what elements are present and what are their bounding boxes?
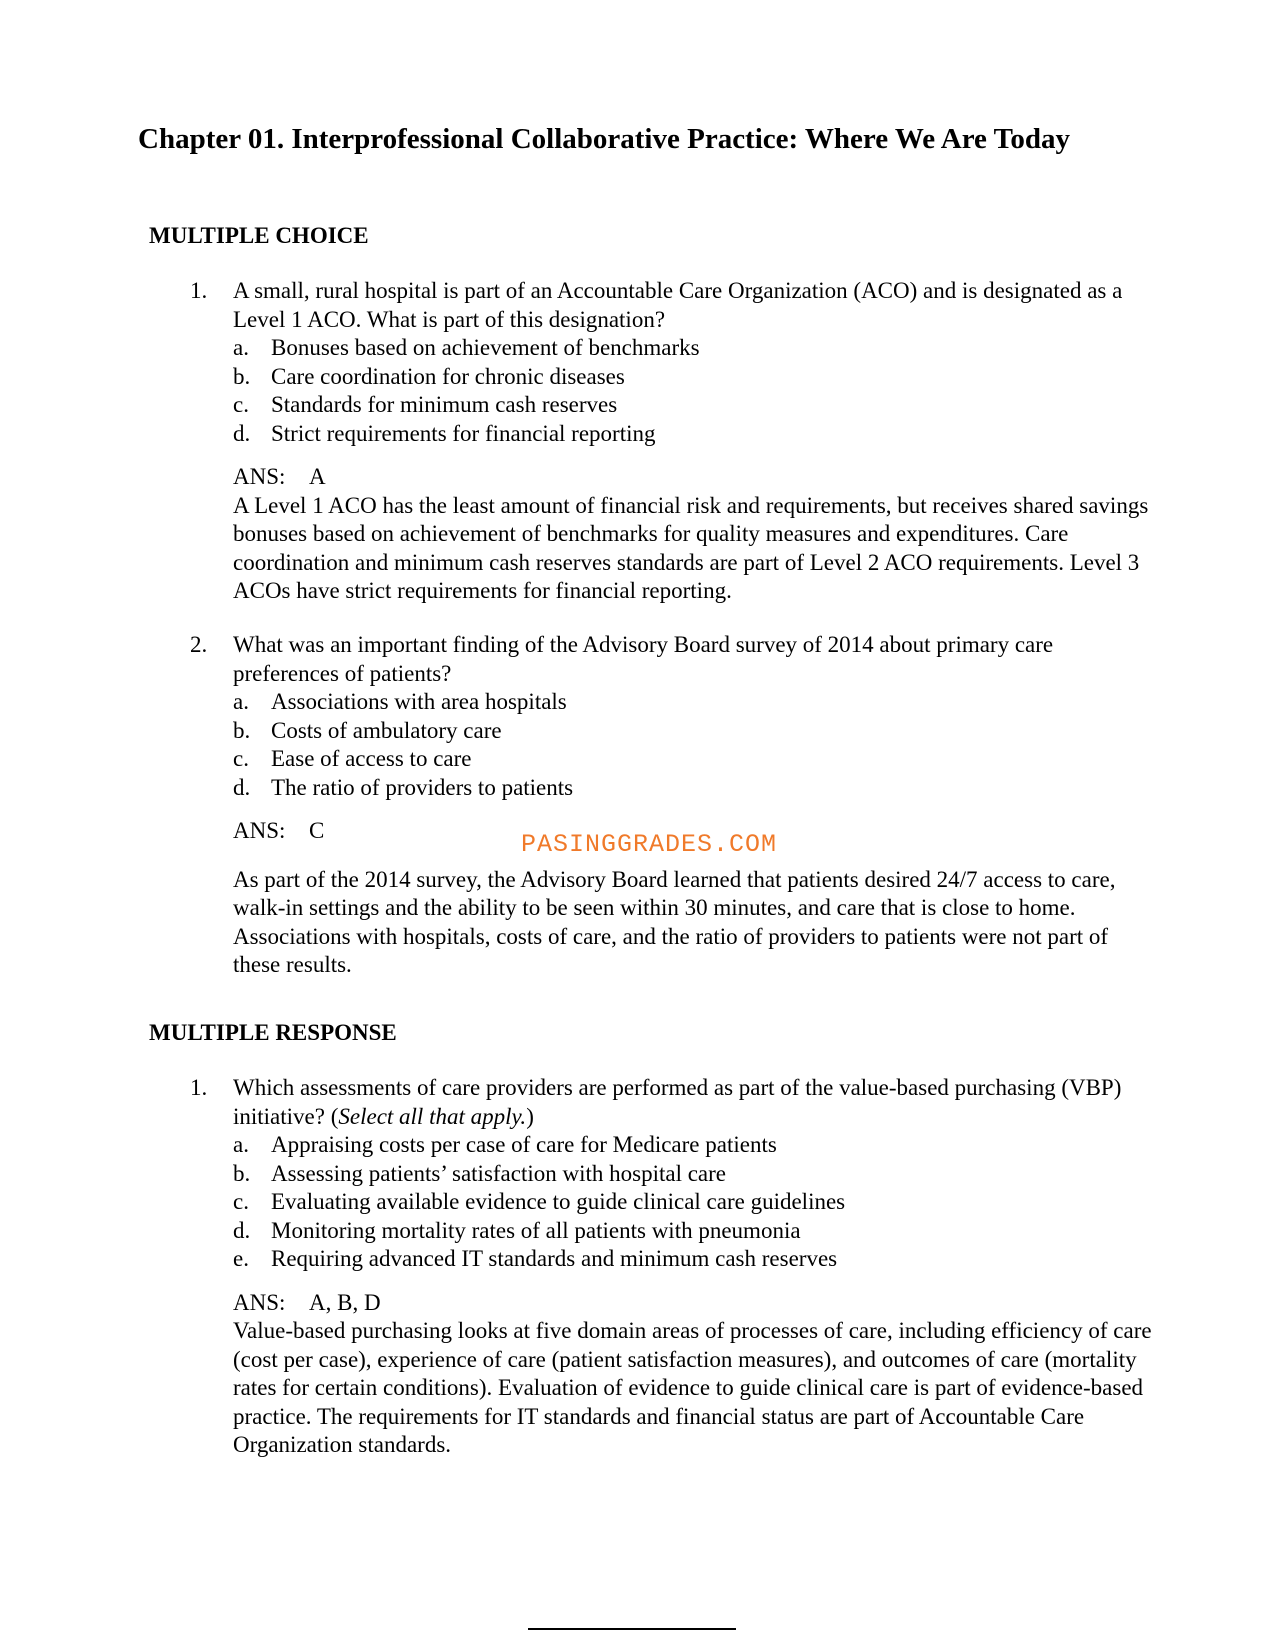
option-a	[233, 1131, 1160, 1160]
option-b	[233, 717, 1160, 746]
stem-italic-instruction: Select all that apply.	[338, 1103, 527, 1129]
rationale: As part of the 2014 survey, the Advisory Board learned that patients desired 24/7 access to care, walk-in settings and the ability to be seen within 30 minutes, and care that is close to home. Associations with hospitals, costs of care, and the ratio of providers to patients were not part of these results.	[233, 866, 1116, 977]
option-letter: c.	[233, 746, 249, 771]
option-d	[233, 774, 1160, 803]
option-d	[233, 420, 1160, 449]
answer-value: A, B, D	[309, 1289, 381, 1315]
option-text: Ease of access to care	[271, 746, 472, 771]
question-stem	[233, 1074, 1160, 1131]
question-number: 2.	[190, 632, 208, 657]
answer-value: A	[309, 464, 326, 489]
option-list	[233, 1131, 1160, 1274]
option-list	[233, 688, 1160, 802]
option-a	[233, 334, 1160, 363]
answer-label: ANS:	[233, 464, 286, 489]
stem-text: Which assessments of care providers are performed as part of the value-based purchasing (VBP) initiative? (	[233, 1075, 1122, 1129]
option-letter: e.	[233, 1246, 249, 1271]
option-letter: b.	[233, 1160, 251, 1186]
option-text: Evaluating available evidence to guide clinical care guidelines	[271, 1189, 846, 1214]
option-text: Bonuses based on achievement of benchmarks	[271, 335, 700, 360]
rationale: A Level 1 ACO has the least amount of financial risk and requirements, but receives shared savings bonuses based on achievement of benchmarks for quality measures and expenditures. Care coordination and minimum cash reserves standards are part of Level 2 ACO requirements. Level 3 ACOs have strict requirements for financial reporting.	[233, 492, 1149, 603]
option-text: Associations with area hospitals	[271, 689, 567, 714]
watermark-text: PASINGGRADES.COM	[521, 830, 778, 859]
option-text: The ratio of providers to patients	[271, 774, 574, 800]
option-text: Appraising costs per case of care for Medicare patients	[271, 1132, 777, 1157]
option-d	[233, 1217, 1160, 1246]
option-c	[233, 391, 1160, 420]
option-text: Requiring advanced IT standards and minimum cash reserves	[271, 1246, 838, 1271]
question-stem: A small, rural hospital is part of an Accountable Care Organization (ACO) and is designated as a Level 1 ACO. What is part of this designation?	[233, 278, 1123, 332]
section-heading-multiple-choice: MULTIPLE CHOICE	[149, 223, 369, 248]
option-letter: d.	[233, 420, 251, 446]
option-letter: a.	[233, 335, 249, 360]
answer-label: ANS:	[233, 1289, 286, 1315]
question-mr-1	[190, 1074, 1160, 1460]
option-letter: a.	[233, 1132, 249, 1157]
footer-divider	[528, 1628, 736, 1630]
option-letter: c.	[233, 1189, 249, 1214]
answer-line	[233, 1289, 1160, 1318]
option-letter: d.	[233, 774, 251, 800]
question-mc-1	[190, 277, 1160, 606]
option-b	[233, 363, 1160, 392]
answer-label: ANS:	[233, 818, 286, 843]
question-stem: What was an important finding of the Advisory Board survey of 2014 about primary care preferences of patients?	[233, 632, 1054, 686]
chapter-title: Chapter 01. Interprofessional Collaborative Practice: Where We Are Today	[138, 123, 1070, 155]
option-text: Costs of ambulatory care	[271, 717, 502, 743]
question-number: 1.	[190, 278, 208, 303]
option-list	[233, 334, 1160, 448]
option-letter: b.	[233, 717, 251, 743]
option-text: Care coordination for chronic diseases	[271, 363, 625, 389]
option-text: Strict requirements for financial reporting	[271, 420, 656, 446]
answer-value: C	[309, 818, 325, 843]
option-b	[233, 1160, 1160, 1189]
question-number: 1.	[190, 1075, 208, 1100]
option-c	[233, 1188, 1160, 1217]
option-text: Assessing patients’ satisfaction with hospital care	[271, 1160, 727, 1186]
option-a	[233, 688, 1160, 717]
option-letter: b.	[233, 363, 251, 389]
stem-closing: )	[526, 1103, 534, 1129]
option-c	[233, 745, 1160, 774]
option-letter: d.	[233, 1217, 251, 1243]
question-mc-2	[190, 631, 1160, 980]
option-letter: c.	[233, 392, 249, 417]
rationale: Value-based purchasing looks at five domain areas of processes of care, including efficiency of care (cost per case), experience of care (patient satisfaction measures), and outcomes of care (mortality rates for certain conditions). Evaluation of evidence to guide clinical care is part of evidence-based practice. The requirements for IT standards and financial status are part of Accountable Care Organization standards.	[233, 1318, 1152, 1457]
option-e	[233, 1245, 1160, 1274]
option-text: Standards for minimum cash reserves	[271, 392, 618, 417]
section-heading-multiple-response: MULTIPLE RESPONSE	[149, 1020, 397, 1045]
option-letter: a.	[233, 689, 249, 714]
option-text: Monitoring mortality rates of all patients with pneumonia	[271, 1217, 801, 1243]
answer-line	[233, 463, 1160, 492]
